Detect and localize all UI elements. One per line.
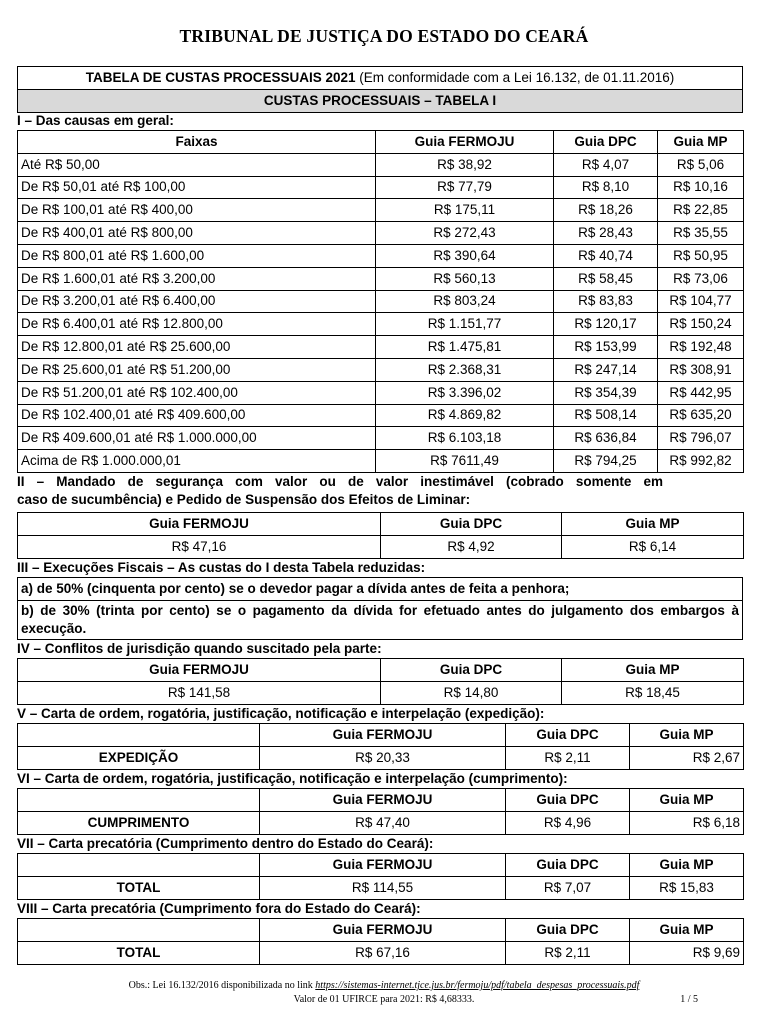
header-mp: Guia MP xyxy=(630,789,744,812)
mp-cell: R$ 5,06 xyxy=(658,153,744,176)
table-row xyxy=(18,244,744,267)
header-mp: Guia MP xyxy=(630,724,744,747)
dpc-cell: R$ 354,39 xyxy=(554,381,658,404)
fermoju-cell: R$ 7611,49 xyxy=(376,450,554,473)
dpc-cell: R$ 28,43 xyxy=(554,222,658,245)
row-label: TOTAL xyxy=(18,941,260,964)
fermoju-cell: R$ 1.475,81 xyxy=(376,336,554,359)
mp-cell: R$ 442,95 xyxy=(658,381,744,404)
mp-cell: R$ 104,77 xyxy=(658,290,744,313)
faixa-cell: De R$ 409.600,01 até R$ 1.000.000,00 xyxy=(18,427,376,450)
table-row xyxy=(18,222,744,245)
table-row xyxy=(18,427,744,450)
dpc-cell: R$ 794,25 xyxy=(554,450,658,473)
fermoju-cell: R$ 6.103,18 xyxy=(376,427,554,450)
mp-cell: R$ 150,24 xyxy=(658,313,744,336)
faixa-cell: De R$ 6.400,01 até R$ 12.800,00 xyxy=(18,313,376,336)
section-8-title: VIII – Carta precatória (Cumprimento fora do Estado do Ceará): xyxy=(17,901,421,916)
table-row xyxy=(18,313,744,336)
dpc-cell: R$ 153,99 xyxy=(554,336,658,359)
dpc-cell: R$ 508,14 xyxy=(554,404,658,427)
table-row xyxy=(18,176,744,199)
table-heading: TABELA DE CUSTAS PROCESSUAIS 2021 (Em conformidade com a Lei 16.132, de 01.11.2016) xyxy=(18,67,743,90)
cumprimento-table xyxy=(17,788,744,835)
dpc-cell: R$ 18,26 xyxy=(554,199,658,222)
fermoju-cell: R$ 560,13 xyxy=(376,267,554,290)
fermoju-cell: R$ 4.869,82 xyxy=(376,404,554,427)
header-mp: Guia MP xyxy=(562,513,744,536)
table-row xyxy=(18,404,744,427)
fermoju-cell: R$ 390,64 xyxy=(376,244,554,267)
faixa-cell: De R$ 102.400,01 até R$ 409.600,00 xyxy=(18,404,376,427)
table-row xyxy=(18,450,744,473)
value-fermoju: R$ 47,16 xyxy=(18,535,381,558)
faixa-cell: De R$ 400,01 até R$ 800,00 xyxy=(18,222,376,245)
row-label: TOTAL xyxy=(18,876,260,899)
value-fermoju: R$ 141,58 xyxy=(18,681,381,704)
header-dpc: Guia DPC xyxy=(381,513,562,536)
mp-cell: R$ 22,85 xyxy=(658,199,744,222)
table-subtitle: CUSTAS PROCESSUAIS – TABELA I xyxy=(18,89,743,112)
faixa-cell: De R$ 1.600,01 até R$ 3.200,00 xyxy=(18,267,376,290)
table-row xyxy=(18,336,744,359)
footer-ufirce: Valor de 01 UFIRCE para 2021: R$ 4,68333. xyxy=(293,994,475,1005)
header-fermoju: Guia FERMOJU xyxy=(260,919,506,942)
header-dpc: Guia DPC xyxy=(381,659,562,682)
header-dpc: Guia DPC xyxy=(506,724,630,747)
section-2-title: II – Mandado de segurança com valor ou de valor inestimável (cobrado somente em caso de sucumbência) e Pedido de Suspensão dos Efeitos de Liminar: xyxy=(17,474,663,507)
fermoju-cell: R$ 803,24 xyxy=(376,290,554,313)
fermoju-cell: R$ 2.368,31 xyxy=(376,358,554,381)
fermoju-cell: R$ 272,43 xyxy=(376,222,554,245)
mp-cell: R$ 73,06 xyxy=(658,267,744,290)
fermoju-cell: R$ 1.151,77 xyxy=(376,313,554,336)
header-table xyxy=(17,66,743,113)
value-dpc: R$ 7,07 xyxy=(506,876,630,899)
faixa-cell: De R$ 25.600,01 até R$ 51.200,00 xyxy=(18,358,376,381)
header-dpc: Guia DPC xyxy=(554,131,658,154)
table-row xyxy=(18,290,744,313)
section-1-title: I – Das causas em geral: xyxy=(17,113,174,128)
expedicao-table xyxy=(17,723,744,770)
lei-link[interactable]: https://sistemas-internet.tjce.jus.br/fermoju/pdf/tabela_despesas_processuais.pdf xyxy=(315,980,640,991)
row-label: CUMPRIMENTO xyxy=(18,811,260,834)
fermoju-cell: R$ 77,79 xyxy=(376,176,554,199)
faixa-cell: Acima de R$ 1.000.000,01 xyxy=(18,450,376,473)
header-fermoju: Guia FERMOJU xyxy=(260,789,506,812)
faixa-cell: De R$ 12.800,01 até R$ 25.600,00 xyxy=(18,336,376,359)
dpc-cell: R$ 4,07 xyxy=(554,153,658,176)
section-3-title: III – Execuções Fiscais – As custas do I desta Tabela reduzidas: xyxy=(17,560,426,575)
table-row xyxy=(18,199,744,222)
causas-gerais-table xyxy=(17,130,744,473)
header-fermoju: Guia FERMOJU xyxy=(260,724,506,747)
table-header-row xyxy=(18,131,744,154)
item-b: b) de 30% (trinta por cento) se o pagamento da dívida for efetuado antes do julgamento dos embargos à execução. xyxy=(18,601,743,640)
mp-cell: R$ 35,55 xyxy=(658,222,744,245)
dpc-cell: R$ 83,83 xyxy=(554,290,658,313)
table-row xyxy=(18,358,744,381)
dpc-cell: R$ 247,14 xyxy=(554,358,658,381)
fermoju-cell: R$ 38,92 xyxy=(376,153,554,176)
dpc-cell: R$ 58,45 xyxy=(554,267,658,290)
footer-obs: Obs.: Lei 16.132/2016 disponibilizada no link https://sistemas-internet.tjce.jus.br/fermoju/pdf/tabela_despesas_processuais.pdf xyxy=(128,980,640,991)
section-7-title: VII – Carta precatória (Cumprimento dentro do Estado do Ceará): xyxy=(17,836,434,851)
header-mp: Guia MP xyxy=(630,854,744,877)
mp-cell: R$ 796,07 xyxy=(658,427,744,450)
faixa-cell: De R$ 800,01 até R$ 1.600,00 xyxy=(18,244,376,267)
value-mp: R$ 9,69 xyxy=(630,941,744,964)
section-6-title: VI – Carta de ordem, rogatória, justificação, notificação e interpelação (cumprimento): xyxy=(17,771,568,786)
header-dpc: Guia DPC xyxy=(506,919,630,942)
mp-cell: R$ 10,16 xyxy=(658,176,744,199)
row-label: EXPEDIÇÃO xyxy=(18,746,260,769)
value-dpc: R$ 14,80 xyxy=(381,681,562,704)
table-row xyxy=(18,267,744,290)
dpc-cell: R$ 636,84 xyxy=(554,427,658,450)
value-dpc: R$ 2,11 xyxy=(506,941,630,964)
execucoes-table xyxy=(17,577,743,640)
faixa-cell: De R$ 100,01 até R$ 400,00 xyxy=(18,199,376,222)
precatoria-dentro-table xyxy=(17,853,744,900)
header-dpc: Guia DPC xyxy=(506,789,630,812)
page-title: TRIBUNAL DE JUSTIÇA DO ESTADO DO CEARÁ xyxy=(179,26,589,46)
dpc-cell: R$ 8,10 xyxy=(554,176,658,199)
value-dpc: R$ 2,11 xyxy=(506,746,630,769)
table-row xyxy=(18,381,744,404)
conflitos-table xyxy=(17,658,744,705)
mp-cell: R$ 308,91 xyxy=(658,358,744,381)
dpc-cell: R$ 40,74 xyxy=(554,244,658,267)
value-mp: R$ 2,67 xyxy=(630,746,744,769)
precatoria-fora-table xyxy=(17,918,744,965)
header-fermoju: Guia FERMOJU xyxy=(18,513,381,536)
mp-cell: R$ 50,95 xyxy=(658,244,744,267)
fermoju-cell: R$ 3.396,02 xyxy=(376,381,554,404)
header-fermoju: Guia FERMOJU xyxy=(376,131,554,154)
header-fermoju: Guia FERMOJU xyxy=(260,854,506,877)
header-mp: Guia MP xyxy=(562,659,744,682)
faixa-cell: De R$ 3.200,01 até R$ 6.400,00 xyxy=(18,290,376,313)
value-fermoju: R$ 114,55 xyxy=(260,876,506,899)
mandado-table xyxy=(17,512,744,559)
value-mp: R$ 15,83 xyxy=(630,876,744,899)
value-mp: R$ 18,45 xyxy=(562,681,744,704)
section-4-title: IV – Conflitos de jurisdição quando suscitado pela parte: xyxy=(17,641,382,656)
fermoju-cell: R$ 175,11 xyxy=(376,199,554,222)
page-number: 1 / 5 xyxy=(680,994,698,1005)
dpc-cell: R$ 120,17 xyxy=(554,313,658,336)
value-dpc: R$ 4,92 xyxy=(381,535,562,558)
faixa-cell: Até R$ 50,00 xyxy=(18,153,376,176)
header-fermoju: Guia FERMOJU xyxy=(18,659,381,682)
value-dpc: R$ 4,96 xyxy=(506,811,630,834)
value-fermoju: R$ 20,33 xyxy=(260,746,506,769)
table-row xyxy=(18,153,744,176)
mp-cell: R$ 192,48 xyxy=(658,336,744,359)
value-fermoju: R$ 67,16 xyxy=(260,941,506,964)
section-5-title: V – Carta de ordem, rogatória, justificação, notificação e interpelação (expedição): xyxy=(17,706,545,721)
faixa-cell: De R$ 51.200,01 até R$ 102.400,00 xyxy=(18,381,376,404)
value-mp: R$ 6,14 xyxy=(562,535,744,558)
faixa-cell: De R$ 50,01 até R$ 100,00 xyxy=(18,176,376,199)
value-fermoju: R$ 47,40 xyxy=(260,811,506,834)
item-a: a) de 50% (cinquenta por cento) se o devedor pagar a dívida antes de feita a penhora; xyxy=(18,578,743,601)
header-mp: Guia MP xyxy=(630,919,744,942)
mp-cell: R$ 992,82 xyxy=(658,450,744,473)
header-faixas: Faixas xyxy=(18,131,376,154)
header-mp: Guia MP xyxy=(658,131,744,154)
mp-cell: R$ 635,20 xyxy=(658,404,744,427)
value-mp: R$ 6,18 xyxy=(630,811,744,834)
header-dpc: Guia DPC xyxy=(506,854,630,877)
